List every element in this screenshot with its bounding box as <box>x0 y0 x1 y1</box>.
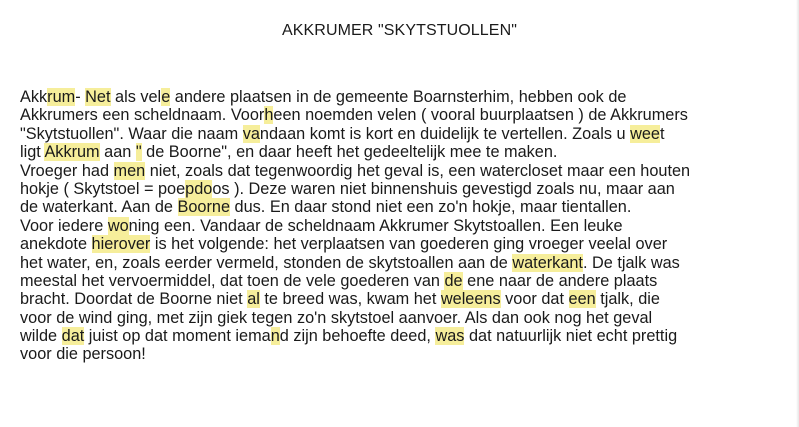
highlighted-text: de <box>444 271 463 290</box>
highlighted-text: rum <box>47 88 76 106</box>
highlighted-text: was <box>435 327 465 346</box>
highlighted-text: e <box>161 88 171 106</box>
document-body <box>20 88 795 364</box>
text-line <box>20 272 795 290</box>
text-line <box>20 143 795 161</box>
text-segment: os ). Deze waren niet binnenshuis gevestigd zoals nu, maar aan <box>212 179 675 198</box>
text-segment: d zijn behoefte deed, <box>279 327 436 346</box>
text-line <box>20 162 795 180</box>
text-segment: als vel <box>110 88 162 106</box>
text-segment: dat natuurlijk niet echt prettig <box>464 327 678 346</box>
text-segment: tjalk, die <box>595 290 660 309</box>
text-segment: een noemden velen ( vooral buurplaatsen ) de Akkrumers <box>273 106 688 125</box>
highlighted-text: hierover <box>91 235 151 254</box>
text-segment: is het volgende: het verplaatsen van goederen ging vroeger veelal over <box>150 235 668 254</box>
text-segment: ene naar de andere plaats <box>462 271 658 290</box>
highlighted-text: wo <box>107 216 129 235</box>
text-segment: niet, zoals dat tegenwoordig het geval is, een watercloset maar een houten <box>145 161 691 180</box>
text-segment: anekdote <box>20 235 92 254</box>
highlighted-text: al <box>247 290 260 309</box>
text-segment: voor de wind ging, met zijn giek tegen zo'n skytstoel aanvoer. Als dan ook nog het geval <box>20 308 653 327</box>
text-segment: Vroeger had <box>20 161 114 180</box>
highlighted-text: Boorne <box>177 198 231 217</box>
text-line <box>20 235 795 253</box>
text-line <box>20 309 795 327</box>
text-segment: dus. En daar stond niet een zo'n hokje, maar tientallen. <box>230 198 632 217</box>
text-segment: het water, en, zoals eerder vermeld, stonden de skytstoallen aan de <box>20 253 513 272</box>
text-segment: aan <box>99 143 136 162</box>
text-segment: voor die persoon! <box>20 345 146 364</box>
text-segment: Voor iedere <box>20 216 108 235</box>
text-segment: Akkrumers een scheldnaam. Voor <box>20 106 265 125</box>
text-line <box>20 198 795 216</box>
highlighted-text: wee <box>630 124 660 143</box>
highlighted-text: pdo <box>185 179 213 198</box>
text-line <box>20 180 795 198</box>
text-segment: meestal het vervoermiddel, dat toen de vele goederen van <box>20 271 445 290</box>
highlighted-text: dat <box>61 327 85 346</box>
text-segment: de waterkant. Aan de <box>20 198 178 217</box>
text-segment: andere plaatsen in de gemeente Boarnsterhim, hebben ook de <box>170 88 627 106</box>
text-line <box>20 345 795 363</box>
text-segment: Akk <box>20 88 48 106</box>
text-segment: hokje ( Skytstoel = poe <box>20 179 186 198</box>
highlighted-text: men <box>113 161 146 180</box>
text-segment: t <box>659 124 665 143</box>
document-title: AKKRUMER "SKYTSTUOLLEN" <box>281 22 518 39</box>
highlighted-text: een <box>568 290 596 309</box>
text-segment: juist op dat moment iema <box>84 327 271 346</box>
text-line <box>20 125 795 143</box>
text-segment: de Boorne", en daar heeft het gedeeltelijk mee te maken. <box>141 143 558 162</box>
text-segment: bracht. Doordat de Boorne niet <box>20 290 248 309</box>
text-segment: voor dat <box>500 290 569 309</box>
text-segment: - <box>75 88 86 106</box>
text-segment: wilde <box>20 327 62 346</box>
text-line <box>20 327 795 345</box>
text-segment: . De tjalk was <box>582 253 680 272</box>
highlighted-text: waterkant <box>512 253 583 272</box>
text-segment: te breed was, kwam het <box>259 290 441 309</box>
highlighted-text: h <box>264 106 274 125</box>
highlighted-text: " <box>135 143 142 162</box>
text-segment: ndaan komt is kort en duidelijk te vertellen. Zoals u <box>259 124 631 143</box>
highlighted-text: va <box>242 124 260 143</box>
highlighted-text: weleens <box>440 290 501 309</box>
text-line <box>20 106 795 124</box>
text-line <box>20 254 795 272</box>
highlighted-text: Akkrum <box>44 143 100 162</box>
text-line <box>20 88 795 106</box>
text-line <box>20 290 795 308</box>
text-segment: "Skytstuollen". Waar die naam <box>20 124 243 143</box>
text-segment: ligt <box>20 143 45 162</box>
highlighted-text: n <box>270 327 280 346</box>
text-line <box>20 217 795 235</box>
highlighted-text: Net <box>85 88 111 106</box>
text-segment: ning een. Vandaar de scheldnaam Akkrumer Skytstoallen. Een leuke <box>128 216 623 235</box>
